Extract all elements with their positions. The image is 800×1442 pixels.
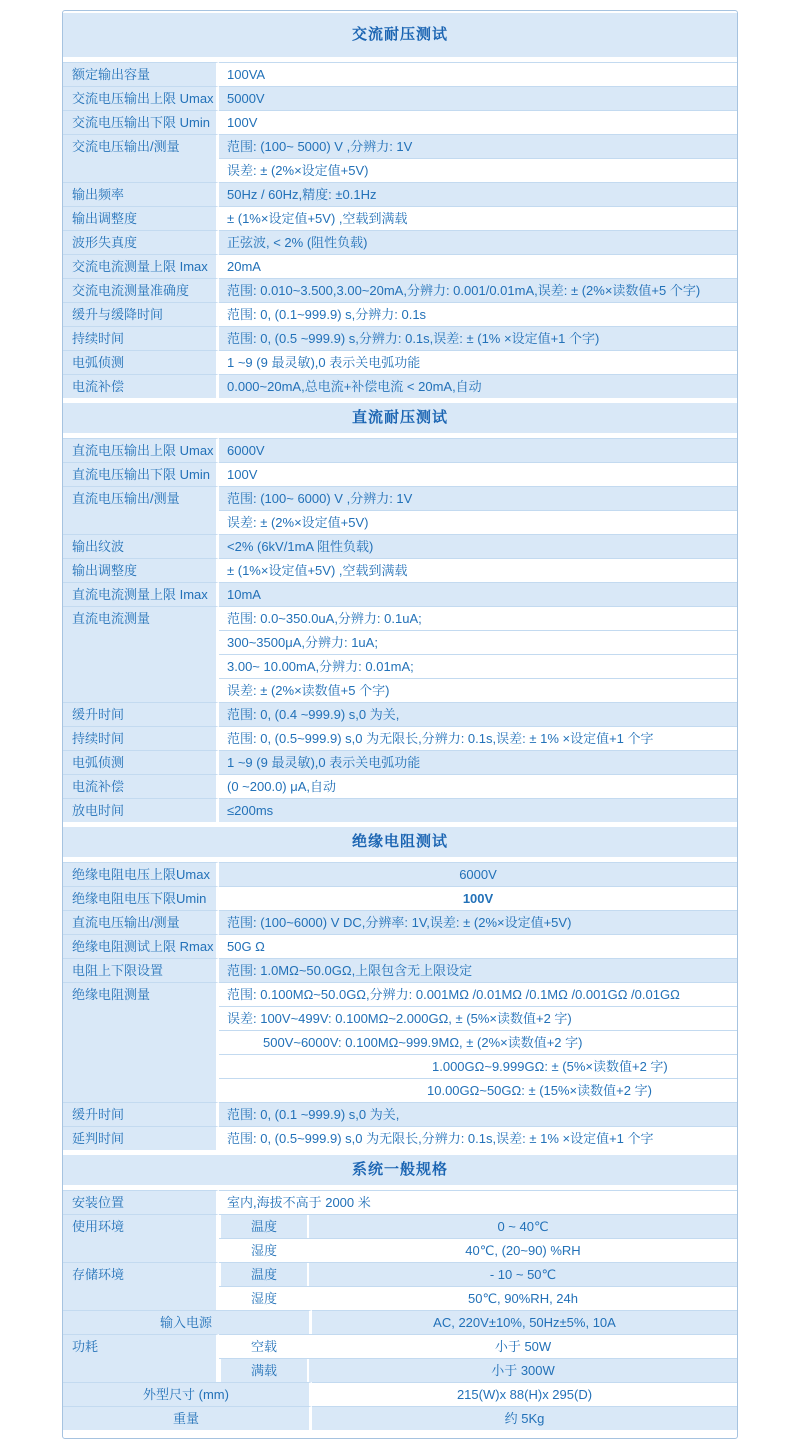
spec-label: 外型尺寸 (mm) <box>63 1382 312 1406</box>
spec-row <box>63 1406 737 1430</box>
spec-value-line <box>219 158 737 182</box>
spec-value-line <box>219 134 737 158</box>
spec-value: 1 ~9 (9 最灵敏),0 表示关电弧功能 <box>219 351 737 374</box>
spec-row <box>63 1102 737 1126</box>
spec-value-line <box>219 558 737 582</box>
spec-label: 绝缘电阻电压下限Umin <box>63 886 219 910</box>
spec-value: 20mA <box>219 255 737 278</box>
spec-label: 电流补偿 <box>63 774 219 798</box>
spec-value-group <box>219 254 737 278</box>
spec-value-line <box>219 654 737 678</box>
spec-value-group <box>219 958 737 982</box>
spec-row <box>63 982 737 1102</box>
spec-value: 50℃, 90%RH, 24h <box>309 1287 737 1310</box>
spec-value: 正弦波, < 2% (阻性负载) <box>219 231 737 254</box>
spec-value-line <box>219 862 737 886</box>
spec-value: 误差: 100V~499V: 0.100MΩ~2.000GΩ, ± (5%×读数值+2 字) <box>219 1007 737 1030</box>
spec-value-line <box>219 110 737 134</box>
spec-row <box>63 326 737 350</box>
spec-label: 电流补偿 <box>63 374 219 398</box>
spec-value-group <box>219 1262 737 1310</box>
spec-value: 范围: 0.010~3.500,3.00~20mA,分辨力: 0.001/0.01mA,误差: ± (2%×读数值+5 个字) <box>219 279 737 302</box>
spec-value: 6000V <box>219 863 737 886</box>
spec-value-group <box>219 1102 737 1126</box>
spec-value-line <box>219 1054 737 1078</box>
spec-value-line <box>219 582 737 606</box>
spec-value-group <box>219 702 737 726</box>
spec-label: 交流电流测量上限 Imax <box>63 254 219 278</box>
spec-label: 交流电流测量准确度 <box>63 278 219 302</box>
spec-row <box>63 182 737 206</box>
spec-label: 绝缘电阻测试上限 Rmax <box>63 934 219 958</box>
spec-label: 使用环境 <box>63 1214 219 1262</box>
spec-label: 输出调整度 <box>63 206 219 230</box>
spec-label: 波形失真度 <box>63 230 219 254</box>
spec-value-group <box>219 558 737 582</box>
spec-value-group <box>219 1214 737 1262</box>
spec-label: 直流电压输出/测量 <box>63 486 219 534</box>
spec-value: - 10 ~ 50℃ <box>309 1263 737 1286</box>
section-system-general-specs <box>63 1155 737 1430</box>
spec-value: AC, 220V±10%, 50Hz±5%, 10A <box>312 1311 737 1334</box>
spec-value: ≤200ms <box>219 799 737 822</box>
spec-value-group <box>312 1382 737 1406</box>
spec-value: 50Hz / 60Hz,精度: ±0.1Hz <box>219 183 737 206</box>
spec-value-group <box>219 582 737 606</box>
spec-value: 3.00~ 10.00mA,分辨力: 0.01mA; <box>219 655 737 678</box>
spec-sublabel: 湿度 <box>219 1239 309 1262</box>
spec-value-line <box>219 798 737 822</box>
spec-value-line <box>219 1030 737 1054</box>
spec-value: 10mA <box>219 583 737 606</box>
spec-row <box>63 534 737 558</box>
spec-row <box>63 750 737 774</box>
spec-value-line <box>312 1406 737 1430</box>
spec-label: 额定输出容量 <box>63 62 219 86</box>
spec-value-group <box>219 982 737 1102</box>
spec-value-line <box>219 910 737 934</box>
spec-row <box>63 934 737 958</box>
spec-label: 输出调整度 <box>63 558 219 582</box>
spec-value-group <box>219 134 737 182</box>
spec-value-line <box>219 86 737 110</box>
spec-value: 300~3500μA,分辨力: 1uA; <box>219 631 737 654</box>
spec-value: 范围: (100~ 6000) V ,分辨力: 1V <box>219 487 737 510</box>
spec-value: 0 ~ 40℃ <box>309 1215 737 1238</box>
spec-value-line <box>219 1358 737 1382</box>
spec-label: 直流电压输出上限 Umax <box>63 438 219 462</box>
spec-value-group <box>219 374 737 398</box>
spec-value-line <box>219 750 737 774</box>
section-dc-withstand-test <box>63 403 737 822</box>
spec-value: 215(W)x 88(H)x 295(D) <box>312 1383 737 1406</box>
spec-row <box>63 606 737 702</box>
spec-value: 误差: ± (2%×设定值+5V) <box>219 511 737 534</box>
spec-row <box>63 1214 737 1262</box>
section-title: 绝缘电阻测试 <box>63 827 737 857</box>
spec-value-line <box>219 278 737 302</box>
spec-label: 输出纹波 <box>63 534 219 558</box>
spec-row <box>63 1334 737 1382</box>
spec-value: 小于 50W <box>309 1335 737 1358</box>
spec-value-line <box>219 1190 737 1214</box>
spec-label: 直流电压输出/测量 <box>63 910 219 934</box>
spec-label: 缓升时间 <box>63 1102 219 1126</box>
section-insulation-resistance-test <box>63 827 737 1150</box>
section-title: 系统一般规格 <box>63 1155 737 1185</box>
spec-label: 电弧侦测 <box>63 350 219 374</box>
spec-row <box>63 726 737 750</box>
spec-value-group <box>219 206 737 230</box>
spec-row <box>63 254 737 278</box>
spec-value-group <box>219 110 737 134</box>
spec-label: 安装位置 <box>63 1190 219 1214</box>
spec-sublabel: 温度 <box>219 1263 309 1286</box>
spec-value-line <box>312 1382 737 1406</box>
spec-row <box>63 134 737 182</box>
spec-value-group <box>219 774 737 798</box>
spec-label: 交流电压输出上限 Umax <box>63 86 219 110</box>
spec-value-group <box>312 1406 737 1430</box>
spec-value: 100V <box>219 463 737 486</box>
spec-sublabel: 温度 <box>219 1215 309 1238</box>
spec-value-line <box>219 1334 737 1358</box>
spec-row <box>63 462 737 486</box>
spec-value: 100VA <box>219 63 737 86</box>
spec-value: 范围: (100~6000) V DC,分辨率: 1V,误差: ± (2%×设定值+5V) <box>219 911 737 934</box>
spec-value-line <box>219 1262 737 1286</box>
spec-value: 范围: 1.0MΩ~50.0GΩ,上限包含无上限设定 <box>219 959 737 982</box>
spec-value: (0 ~200.0) μA,自动 <box>219 775 737 798</box>
spec-row <box>63 958 737 982</box>
spec-value-group <box>219 326 737 350</box>
spec-value: 500V~6000V: 0.100MΩ~999.9MΩ, ± (2%×读数值+2 字) <box>219 1031 737 1054</box>
spec-label: 直流电压输出下限 Umin <box>63 462 219 486</box>
spec-value-line <box>219 182 737 206</box>
spec-value-line <box>219 1286 737 1310</box>
spec-label: 缓升时间 <box>63 702 219 726</box>
spec-value: 6000V <box>219 439 737 462</box>
spec-row <box>63 438 737 462</box>
spec-value: <2% (6kV/1mA 阻性负载) <box>219 535 737 558</box>
spec-label: 电阻上下限设置 <box>63 958 219 982</box>
spec-value-line <box>219 206 737 230</box>
spec-value-line <box>219 350 737 374</box>
spec-value-line <box>219 886 737 910</box>
spec-value-group <box>219 302 737 326</box>
spec-row <box>63 910 737 934</box>
spec-value: ± (1%×设定值+5V) ,空载到满载 <box>219 559 737 582</box>
spec-row <box>63 486 737 534</box>
spec-label: 功耗 <box>63 1334 219 1382</box>
spec-sublabel: 满载 <box>219 1359 309 1382</box>
spec-value-line <box>219 254 737 278</box>
spec-value-group <box>219 1190 737 1214</box>
section-title: 交流耐压测试 <box>63 13 737 57</box>
spec-value: 10.00GΩ~50GΩ: ± (15%×读数值+2 字) <box>219 1079 737 1102</box>
spec-value: 范围: (100~ 5000) V ,分辨力: 1V <box>219 135 737 158</box>
spec-value-group <box>219 230 737 254</box>
spec-value-line <box>219 1078 737 1102</box>
spec-row <box>63 1126 737 1150</box>
spec-value: 100V <box>219 887 737 910</box>
spec-value-line <box>219 726 737 750</box>
spec-row <box>63 1310 737 1334</box>
spec-value-line <box>219 1006 737 1030</box>
spec-row <box>63 86 737 110</box>
spec-row <box>63 702 737 726</box>
spec-value: 范围: 0, (0.1 ~999.9) s,0 为关, <box>219 1103 737 1126</box>
spec-row <box>63 374 737 398</box>
spec-label: 持续时间 <box>63 326 219 350</box>
spec-row <box>63 62 737 86</box>
spec-sublabel: 空载 <box>219 1335 309 1358</box>
spec-value-line <box>219 302 737 326</box>
spec-value-line <box>219 374 737 398</box>
spec-value-line <box>219 982 737 1006</box>
spec-label: 直流电流测量上限 Imax <box>63 582 219 606</box>
spec-value-group <box>219 278 737 302</box>
spec-value-line <box>219 630 737 654</box>
spec-value-line <box>219 534 737 558</box>
spec-value-group <box>219 350 737 374</box>
spec-row <box>63 110 737 134</box>
spec-value: 范围: 0, (0.4 ~999.9) s,0 为关, <box>219 703 737 726</box>
spec-value-group <box>219 750 737 774</box>
spec-value-line <box>312 1310 737 1334</box>
spec-value: 范围: 0.100MΩ~50.0GΩ,分辨力: 0.001MΩ /0.01MΩ /0.1MΩ /0.001GΩ /0.01GΩ <box>219 983 737 1006</box>
spec-label: 输出频率 <box>63 182 219 206</box>
spec-value-line <box>219 230 737 254</box>
spec-value-group <box>219 534 737 558</box>
spec-value-group <box>219 182 737 206</box>
section-ac-withstand-test <box>63 13 737 398</box>
spec-value-group <box>219 910 737 934</box>
spec-row <box>63 1382 737 1406</box>
spec-value: 范围: 0, (0.5~999.9) s,0 为无限长,分辨力: 0.1s,误差: ± 1% ×设定值+1 个字 <box>219 1127 737 1150</box>
spec-value: 范围: 0.0~350.0uA,分辨力: 0.1uA; <box>219 607 737 630</box>
spec-value-line <box>219 1214 737 1238</box>
spec-value-line <box>219 510 737 534</box>
spec-value-line <box>219 438 737 462</box>
spec-value-group <box>219 886 737 910</box>
spec-row <box>63 350 737 374</box>
spec-value: 40℃, (20~90) %RH <box>309 1239 737 1262</box>
spec-label: 延判时间 <box>63 1126 219 1150</box>
spec-value-line <box>219 606 737 630</box>
spec-value-group <box>219 62 737 86</box>
spec-sheet <box>62 10 738 1439</box>
spec-value-line <box>219 486 737 510</box>
spec-value-line <box>219 1126 737 1150</box>
spec-value-line <box>219 958 737 982</box>
spec-value: 1.000GΩ~9.999GΩ: ± (5%×读数值+2 字) <box>219 1055 737 1078</box>
spec-value: 1 ~9 (9 最灵敏),0 表示关电弧功能 <box>219 751 737 774</box>
spec-row <box>63 774 737 798</box>
spec-value-line <box>219 62 737 86</box>
spec-value: 100V <box>219 111 737 134</box>
spec-value-group <box>219 86 737 110</box>
spec-value-group <box>219 726 737 750</box>
spec-value-group <box>312 1310 737 1334</box>
spec-value-line <box>219 678 737 702</box>
spec-label: 直流电流测量 <box>63 606 219 702</box>
spec-value-line <box>219 934 737 958</box>
spec-label: 重量 <box>63 1406 312 1430</box>
spec-value: 0.000~20mA,总电流+补偿电流 < 20mA,自动 <box>219 375 737 398</box>
spec-label: 持续时间 <box>63 726 219 750</box>
spec-row <box>63 302 737 326</box>
spec-value: 小于 300W <box>309 1359 737 1382</box>
spec-row <box>63 558 737 582</box>
spec-value-group <box>219 934 737 958</box>
spec-row <box>63 1190 737 1214</box>
spec-value: 约 5Kg <box>312 1407 737 1430</box>
spec-value: 误差: ± (2%×读数值+5 个字) <box>219 679 737 702</box>
spec-label: 交流电压输出下限 Umin <box>63 110 219 134</box>
spec-label: 放电时间 <box>63 798 219 822</box>
spec-sublabel: 湿度 <box>219 1287 309 1310</box>
spec-value-line <box>219 702 737 726</box>
spec-label: 缓升与缓降时间 <box>63 302 219 326</box>
spec-value: 范围: 0, (0.5~999.9) s,0 为无限长,分辨力: 0.1s,误差: ± 1% ×设定值+1 个字 <box>219 727 737 750</box>
spec-value: ± (1%×设定值+5V) ,空载到满载 <box>219 207 737 230</box>
spec-label: 绝缘电阻电压上限Umax <box>63 862 219 886</box>
spec-value-line <box>219 326 737 350</box>
spec-row <box>63 798 737 822</box>
spec-value-group <box>219 1334 737 1382</box>
spec-row <box>63 582 737 606</box>
spec-row <box>63 1262 737 1310</box>
spec-label: 电弧侦测 <box>63 750 219 774</box>
spec-value: 室内,海拔不高于 2000 米 <box>219 1191 737 1214</box>
spec-label: 输入电源 <box>63 1310 312 1334</box>
spec-value-group <box>219 606 737 702</box>
spec-value-group <box>219 462 737 486</box>
spec-value-line <box>219 1102 737 1126</box>
spec-value: 范围: 0, (0.1~999.9) s,分辨力: 0.1s <box>219 303 737 326</box>
spec-value-line <box>219 1238 737 1262</box>
spec-value-group <box>219 798 737 822</box>
spec-value: 50G Ω <box>219 935 737 958</box>
spec-row <box>63 278 737 302</box>
spec-label: 交流电压输出/测量 <box>63 134 219 182</box>
spec-value-group <box>219 486 737 534</box>
spec-value: 5000V <box>219 87 737 110</box>
spec-value-line <box>219 462 737 486</box>
spec-value: 误差: ± (2%×设定值+5V) <box>219 159 737 182</box>
spec-value-line <box>219 774 737 798</box>
section-title: 直流耐压测试 <box>63 403 737 433</box>
spec-row <box>63 886 737 910</box>
spec-value-group <box>219 1126 737 1150</box>
spec-row <box>63 230 737 254</box>
spec-value: 范围: 0, (0.5 ~999.9) s,分辨力: 0.1s,误差: ± (1% ×设定值+1 个字) <box>219 327 737 350</box>
spec-value-group <box>219 438 737 462</box>
spec-value-group <box>219 862 737 886</box>
spec-label: 存储环境 <box>63 1262 219 1310</box>
spec-row <box>63 206 737 230</box>
spec-label: 绝缘电阻测量 <box>63 982 219 1102</box>
spec-row <box>63 862 737 886</box>
